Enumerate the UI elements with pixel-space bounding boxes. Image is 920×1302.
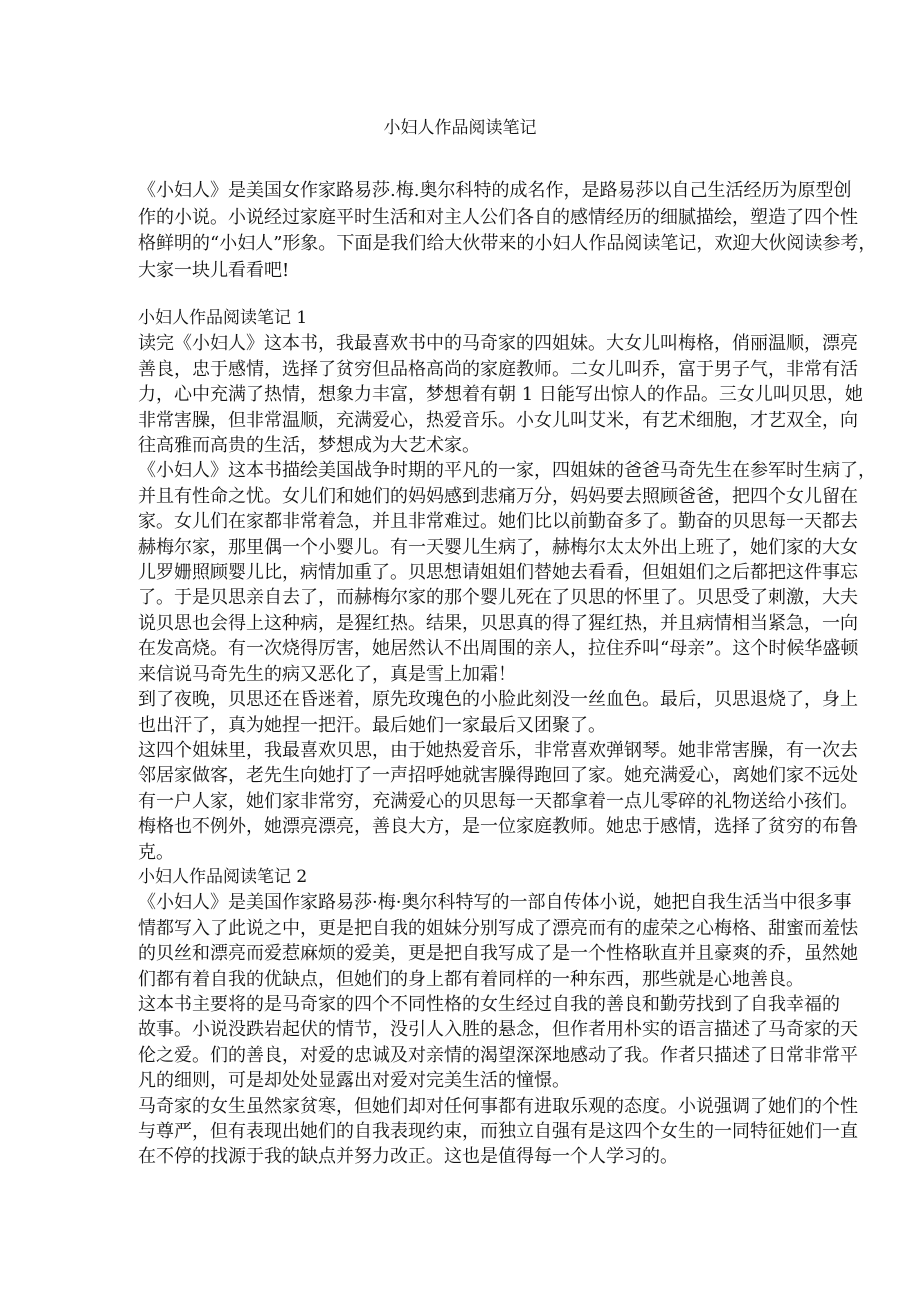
- text-line: 格鲜明的“小妇人”形象。下面是我们给大伙带来的小妇人作品阅读笔记，欢迎大伙阅读参考，: [138, 233, 877, 255]
- text-line: 《小妇人》这本书描绘美国战争时期的平凡的一家，四姐妹的爸爸马奇先生在参军时生病了，: [138, 460, 876, 482]
- document-title: 小妇人作品阅读笔记: [383, 118, 537, 138]
- text-line: 作的小说。小说经过家庭平时生活和对主人公们各自的感情经历的细腻描绘，塑造了四个性: [138, 206, 858, 228]
- text-line: 有一户人家，她们家非常穷，充满爱心的贝思每一天都拿着一点儿零碎的礼物送给小孩们。: [138, 790, 858, 812]
- text-line: 克。: [138, 841, 174, 863]
- paragraph: [138, 687, 858, 738]
- paragraph: [138, 992, 858, 1094]
- text-line: 在不停的找源于我的缺点并努力改正。这也是值得每一个人学习的。: [138, 1146, 678, 1168]
- text-line: 来信说马奇先生的病又恶化了，真是雪上加霜！: [138, 663, 516, 685]
- text-line: 这四个姐妹里，我最喜欢贝思，由于她热爱音乐，非常喜欢弹钢琴。她非常害臊，有一次去: [138, 739, 858, 761]
- text-line: 凡的细则，可是却处处显露出对爱对完美生活的憧憬。: [138, 1070, 570, 1092]
- text-line: 情都写入了此说之中，更是把自我的姐妹分别写成了漂亮而有的虚荣之心梅格、甜蜜而羞怯: [138, 917, 858, 939]
- paragraph: [138, 890, 858, 992]
- section-heading: 小妇人作品阅读笔记 1: [138, 308, 308, 328]
- text-line: 到了夜晚，贝思还在昏迷着，原先玫瑰色的小脸此刻没一丝血色。最后，贝思退烧了，身上: [138, 689, 858, 711]
- text-line: 善良，忠于感情，选择了贫穷但品格高尚的家庭教师。二女儿叫乔，富于男子气，非常有活: [138, 358, 858, 380]
- text-line: 了。于是贝思亲自去了，而赫梅尔家的那个婴儿死在了贝思的怀里了。贝思受了刺激，大夫: [138, 587, 858, 609]
- text-line: 大家一块儿看看吧!: [138, 259, 290, 281]
- text-line: 往高雅而高贵的生活，梦想成为大艺术家。: [138, 435, 480, 457]
- text-line: 邻居家做客，老先生向她打了一声招呼她就害臊得跑回了家。她充满爱心，离她们家不远处: [138, 765, 858, 787]
- text-line: 伦之爱。们的善良，对爱的忠诚及对亲情的渴望深深地感动了我。作者只描述了日常非常平: [138, 1044, 858, 1066]
- text-line: 赫梅尔家，那里偶一个小婴儿。有一天婴儿生病了，赫梅尔太太外出上班了，她们家的大女: [138, 536, 858, 558]
- text-line: 家。女儿们在家都非常着急，并且非常难过。她们比以前勤奋多了。勤奋的贝思每一天都去: [138, 511, 858, 533]
- text-line: 力，心中充满了热情，想象力丰富，梦想着有朝 1 日能写出惊人的作品。三女儿叫贝思，她: [138, 384, 863, 406]
- paragraph: [138, 738, 858, 865]
- text-line: 《小妇人》是美国作家路易莎·梅·奥尔科特写的一部自传体小说，她把自我生活当中很多事: [138, 892, 852, 914]
- text-line: 这本书主要将的是马奇家的四个不同性格的女生经过自我的善良和勤劳找到了自我幸福的: [138, 993, 840, 1015]
- text-line: 的贝丝和漂亮而爱惹麻烦的爱美，更是把自我写成了是一个性格耿直并且豪爽的乔，虽然她: [138, 943, 858, 965]
- paragraph: [138, 331, 863, 458]
- text-line: 也出汗了，真为她捏一把汗。最后她们一家最后又团聚了。: [138, 714, 606, 736]
- text-line: 与尊严，但有表现出她们的自我表现约束，而独立自强有是这四个女生的一同特征她们一直: [138, 1121, 858, 1142]
- text-line: 梅格也不例外，她漂亮漂亮，善良大方，是一位家庭教师。她忠于感情，选择了贫穷的布鲁: [138, 816, 858, 838]
- text-line: 《小妇人》是美国女作家路易莎.梅.奥尔科特的成名作，是路易莎以自己生活经历为原型创: [138, 180, 852, 201]
- text-line: 故事。小说没跌岩起伏的情节，没引人入胜的悬念，但作者用朴实的语言描述了马奇家的天: [138, 1019, 858, 1041]
- text-line: 们都有着自我的优缺点，但她们的身上都有着同样的一种东西，那些就是心地善良。: [138, 968, 804, 990]
- text-line: 说贝思也会得上这种病，是猩红热。结果，贝思真的得了猩红热，并且病情相当紧急，一向: [138, 612, 858, 634]
- text-line: 马奇家的女生虽然家贫寒，但她们却对任何事都有进取乐观的态度。小说强调了她们的个性: [138, 1095, 858, 1117]
- text-line: 儿罗姗照顾婴儿比，病情加重了。贝思想请姐姐们替她去看看，但姐姐们之后都把这件事忘: [138, 562, 858, 584]
- intro-paragraph: [138, 178, 877, 284]
- document-body: [138, 306, 876, 1170]
- text-line: 非常害臊，但非常温顺，充满爱心，热爱音乐。小女儿叫艾米，有艺术细胞，才艺双全，向: [138, 409, 858, 431]
- text-line: 在发高烧。有一次烧得厉害，她居然认不出周围的亲人，拉住乔叫“母亲”。这个时候华盛顿: [138, 638, 859, 660]
- section-heading: 小妇人作品阅读笔记 2: [138, 866, 308, 887]
- text-line: 并且有性命之忧。女儿们和她们的妈妈感到悲痛万分，妈妈要去照顾爸爸，把四个女儿留在: [138, 485, 858, 507]
- paragraph: [138, 458, 876, 687]
- paragraph: [138, 1094, 858, 1170]
- text-line: 读完《小妇人》这本书，我最喜欢书中的马奇家的四姐妹。大女儿叫梅格，俏丽温顺，漂亮: [138, 333, 858, 355]
